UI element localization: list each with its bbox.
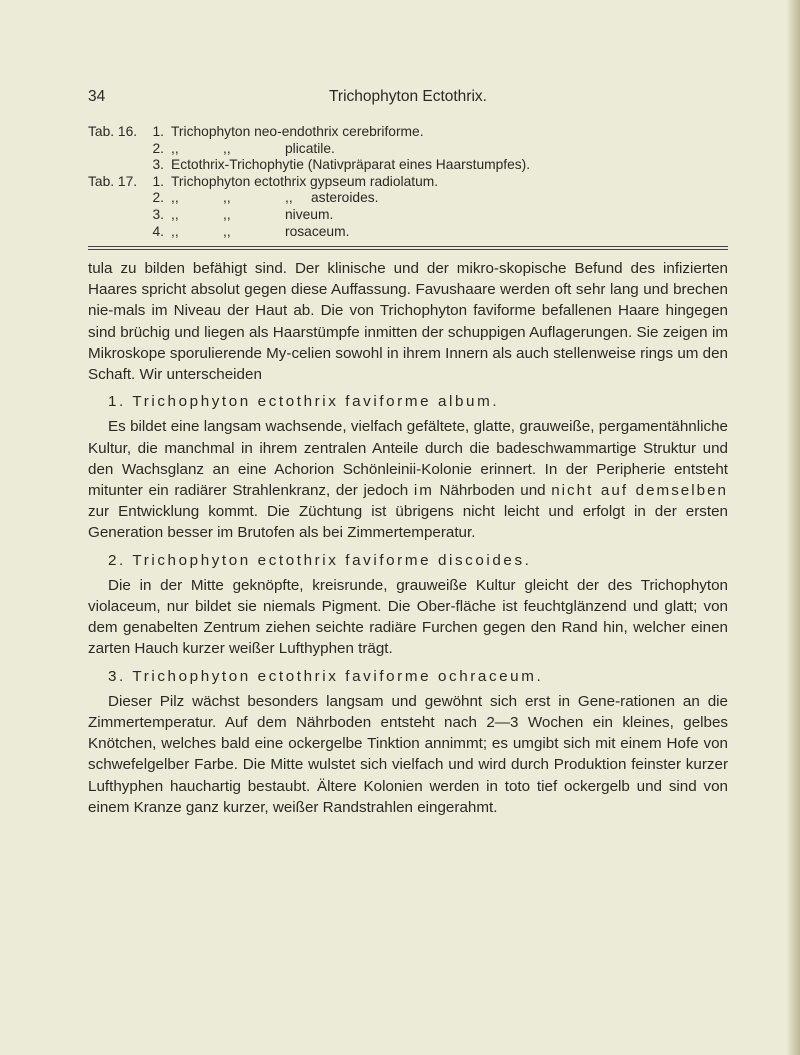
caption-number: 4. bbox=[152, 223, 164, 239]
caption-text bbox=[171, 224, 349, 241]
tab-label: Tab. 16. bbox=[88, 124, 138, 139]
emphasis-text: im bbox=[413, 482, 434, 500]
caption-number: 2. bbox=[152, 190, 164, 206]
page-edge-shadow bbox=[786, 0, 800, 1055]
caption-number: 1. bbox=[152, 173, 164, 189]
caption-row bbox=[88, 174, 728, 191]
ditto-mark: ,, bbox=[171, 223, 179, 239]
paragraph-text: zur Entwicklung kommt. Die Züchtung ist übrigens nicht leicht und erfolgt in der ersten Generation besser im Brutofen als bei Zimmertemperatur. bbox=[88, 503, 728, 542]
paragraph: Die in der Mitte geknöpfte, kreisrunde, grauweiße Kultur gleicht der des Trichophyton violaceum, nur bildet sie niemals Pigment. Die Ober-fläche ist feuchtglänzend und glatt; von dem genabelten Zentrum ziehen seichte radiäre Furchen gegen den Rand hin, welcher einen zarten Hauch kurzer weißer Lufthyphen trägt. bbox=[88, 576, 728, 658]
ditto-mark: ,, bbox=[223, 140, 231, 156]
caption-number: 3. bbox=[152, 206, 164, 222]
paragraph: Dieser Pilz wächst besonders langsam und gewöhnt sich erst in Gene-rationen an die Zimmertemperatur. Auf dem Nährboden entsteht nach 2—3 Wochen ein kleines, gelbes Knötchen, welches bald eine ockergelbe Tinktion annimmt; es umgibt sich mit einem Hofe von schwefelgelber Farbe. Die Mitte wulstet sich vielfach und wird durch Produktion feinster kurzer Lufthyphen hauchartig bestaubt. Ältere Kolonien werden in toto tief ockergelb und sind von einem Kranze ganz kurzer, weißer Randstrahlen eingerahmt. bbox=[88, 692, 728, 816]
caption-number: 2. bbox=[152, 140, 164, 156]
emphasis-text: nicht auf demselben bbox=[551, 482, 728, 500]
page-header bbox=[88, 88, 728, 112]
ditto-mark: ,, bbox=[223, 190, 231, 206]
caption-row bbox=[88, 157, 728, 174]
caption-number: 1. bbox=[152, 124, 164, 139]
running-title: Trichophyton Ectothrix. bbox=[329, 88, 487, 105]
section-heading: 1. Trichophyton ectothrix faviforme album. bbox=[108, 393, 500, 411]
paragraph-text: Nährboden und bbox=[439, 482, 546, 500]
caption-row bbox=[88, 190, 728, 207]
ditto-mark: ,, bbox=[223, 206, 231, 222]
caption-divider-bottom bbox=[88, 249, 728, 250]
caption-row bbox=[88, 224, 728, 241]
caption-text bbox=[171, 141, 335, 158]
caption-word: niveum. bbox=[285, 206, 334, 222]
ditto-mark: ,, bbox=[285, 190, 293, 206]
section-heading: 2. Trichophyton ectothrix faviforme discoides. bbox=[108, 551, 532, 569]
caption-word: plicatile. bbox=[285, 140, 335, 156]
caption-text: Trichophyton ectothrix gypseum radiolatum. bbox=[171, 173, 439, 189]
ditto-mark: ,, bbox=[223, 223, 231, 239]
tab-label: Tab. 17. bbox=[88, 173, 138, 189]
ditto-mark: ,, bbox=[171, 190, 179, 206]
caption-text: Trichophyton neo-endothrix cerebriforme. bbox=[171, 124, 424, 139]
plate-captions bbox=[88, 124, 728, 240]
body-text bbox=[88, 258, 728, 818]
caption-row bbox=[88, 141, 728, 158]
caption-number: 3. bbox=[152, 157, 164, 173]
ditto-mark: ,, bbox=[171, 206, 179, 222]
paragraph bbox=[88, 416, 728, 543]
paragraph-text: Es bildet eine langsam wachsende, vielfach gefältete, glatte, grauweiße, pergamentähnliche Kultur, die manchmal in ihrem zentralen Anteile durch die badeschwammartige Struktur und den Wachsglanz an eine Achorion Schönleinii-Kolonie erinnert. In der Peripherie entsteht mitunter ein radiärer Strahlenkranz, der jedoch bbox=[88, 418, 728, 500]
caption-row bbox=[88, 207, 728, 224]
page-number: 34 bbox=[88, 88, 106, 105]
caption-text: Ectothrix-Trichophytie (Nativpräparat eines Haarstumpfes). bbox=[171, 157, 531, 173]
section-heading: 3. Trichophyton ectothrix faviforme ochraceum. bbox=[108, 667, 544, 685]
caption-text bbox=[171, 190, 379, 207]
ditto-mark: ,, bbox=[171, 140, 179, 156]
caption-word: rosaceum. bbox=[285, 223, 350, 239]
caption-text bbox=[171, 207, 333, 224]
caption-word: asteroides. bbox=[311, 190, 379, 206]
caption-row bbox=[88, 124, 728, 141]
paragraph: tula zu bilden befähigt sind. Der klinische und der mikro-skopische Befund des infizierten Haares spricht absolut gegen diese Auffassung. Favushaare werden oft sehr lang und brechen nie-mals im Niveau der Haut ab. Die von Trichophyton faviforme befallenen Haare hingegen sind brüchig und liegen als Haarstümpfe inmitten der schuppigen Auflagerungen. Sie zeigen im Mikroskope sporulierende My-celien sowohl in ihrem Innern als auch stellenweise rings um den Schaft. Wir unterscheiden bbox=[88, 260, 728, 384]
caption-divider-top bbox=[88, 246, 728, 247]
